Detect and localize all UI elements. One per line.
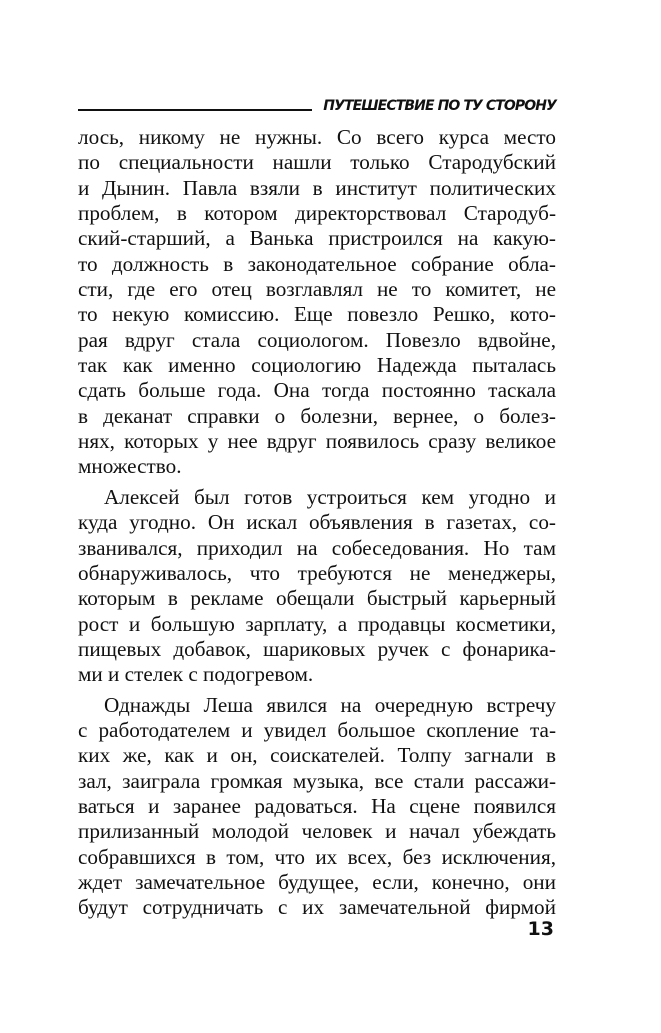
text-line: лось, никому не нужны. Со всего курса место <box>78 125 556 149</box>
text-line: ми и стелек с подогревом. <box>78 662 314 687</box>
text-line: рост и большую зарплату, а продавцы косметики, <box>78 611 556 636</box>
page-number: 13 <box>527 918 554 940</box>
text-line: собравшихся в том, что их всех, без исключения, <box>78 844 556 869</box>
text-line: Однажды Леша явился на очередную встречу <box>104 692 556 717</box>
text-line: то должность в законодательное собрание обла- <box>78 251 556 276</box>
text-line: ких же, как и он, соискателей. Толпу загнали в <box>78 743 556 768</box>
text-line: обнаруживалось, что требуются не менеджеры, <box>78 560 556 585</box>
text-line: рая вдруг стала социологом. Повезло вдвойне, <box>78 327 556 352</box>
text-line: сдать больше года. Она тогда постоянно таскала <box>78 378 556 403</box>
text-line: сти, где его отец возглавлял не то комитет, не <box>78 277 556 302</box>
running-header <box>78 92 556 114</box>
body-text <box>78 125 556 921</box>
text-line: прилизанный молодой человек и начал убеждать <box>78 819 556 844</box>
text-line: и Дынин. Павла взяли в институт политических <box>78 175 556 200</box>
text-line: будут сотрудничать с их замечательной фирмой <box>78 895 556 920</box>
header-rule <box>78 109 312 111</box>
text-line: ваться и заранее радоваться. На сцене появился <box>78 793 556 818</box>
text-line: множество. <box>78 454 182 479</box>
text-line: Алексей был готов устроиться кем угодно и <box>104 484 556 509</box>
running-title: ПУТЕШЕСТВИЕ ПО ТУ СТОРОНУ <box>323 98 556 114</box>
text-line: которым в рекламе обещали быстрый карьерный <box>78 586 556 611</box>
text-line: так как именно социологию Надежда пыталась <box>78 353 556 378</box>
text-line: ждет замечательное будущее, если, конечно, они <box>78 869 556 894</box>
text-line: с работодателем и увидел большое скопление та- <box>78 717 556 742</box>
text-line: нях, которых у нее вдруг появилось сразу великое <box>78 429 556 454</box>
text-line: то некую комиссию. Еще повезло Решко, кото- <box>78 302 556 327</box>
text-line: зал, заиграла громкая музыка, все стали рассажи- <box>78 768 556 793</box>
text-line: проблем, в котором директорствовал Стародуб- <box>78 201 556 226</box>
text-line: в деканат справки о болезни, вернее, о болез- <box>78 403 556 428</box>
text-line: ский-старший, а Ванька пристроился на какую- <box>78 226 556 251</box>
text-line: по специальности нашли только Стародубский <box>78 150 556 175</box>
text-line: званивался, приходил на собеседования. Но там <box>78 535 556 560</box>
text-line: пищевых добавок, шариковых ручек с фонарика- <box>78 636 556 661</box>
text-line: куда угодно. Он искал объявления в газетах, со- <box>78 510 556 535</box>
